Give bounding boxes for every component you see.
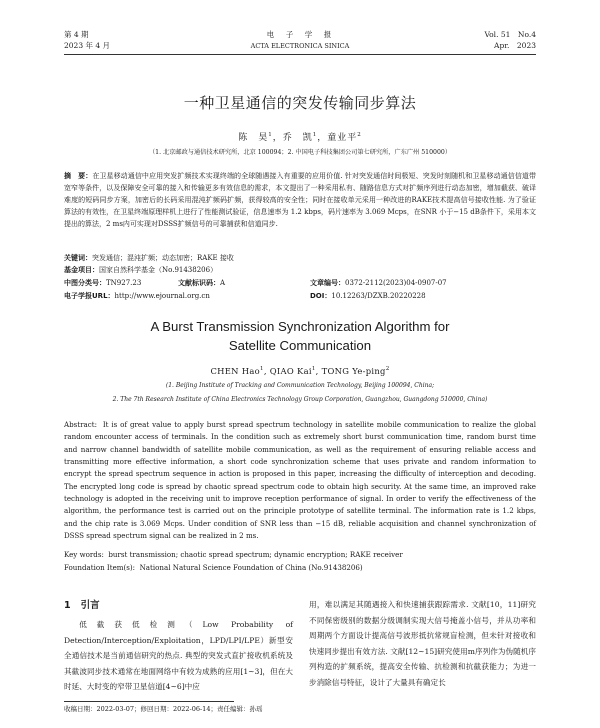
body-column-right: 用，难以满足其随遇接入和快速捕获跟踪需求. 文献[10，11]研究不同保密级别的数据分级调制实现大信号掩盖小信号，并从功率和周期两个方面设计提高信号波形抵抗常规盲检测，但未针对接收和快速同步提出有效方法. 文献[12~15]研究使用m序列作为伪随机序列构造的扩频系统，提高安全传输、抗检测和抗截获能力；为进一步消除信号特征，设计了大量具有确定长 xyxy=(309,600,536,687)
doi-label: DOI： xyxy=(310,292,332,300)
keywords-label-cn: 关键词： xyxy=(64,254,92,262)
keywords-cn xyxy=(64,252,234,264)
title-en-line: Satellite Communication xyxy=(228,337,372,353)
body-column-left: 低截获低检测（Low Probability of Detection/Interception/Exploitation，LPD/LPI/LPE）新型安全通信技术是当前通信研究的热点. 典型的突发式直扩接收机系统及其截波同步技术通常在地面网络中有较为成熟的应用[1~3]，但在大时延、大时变的窄带卫星信道[4~6]中应 xyxy=(64,620,293,691)
footnote-rule xyxy=(64,701,234,702)
affiliation-en: (1. Beijing Institute of Tracking and Communication Technology, Beijing 100094, China; xyxy=(165,382,435,389)
fund-label-cn: 基金项目： xyxy=(64,266,99,274)
abstract-label-cn: 摘 要： xyxy=(64,172,93,180)
abstract-text-cn: 在卫星移动通信中应用突发扩频技术实现终端的全球随遇接入有重要的应用价值. 针对突发通信时间极短、突发时刻随机和卫星移动通信信道带宽窄等条件，以及保障安全可靠的接入和传输更多有效信息的需求，本文提出了一种采用私有、随路信息方式对扩频序列进行动态加密，增加截获、破译难度的短码同步方案，加密后的长码采用混沌扩频码扩频，获得较高的安全性；同时在接收单元采用一种改进的RAKE技术提高信号接收性能. 为了验证算法的有效性，在卫星终端原理样机上进行了性能测试验证，信息速率为 1.2 kbps，码片速率为 3.069 Mcps，在SNR 小于−15 dB条件下，采用本文提出的算法，2 ms内可实现对DSSS扩频信号的可靠捕获和信道同步. xyxy=(64,172,537,229)
fund-cn xyxy=(64,264,217,276)
abstract-label-en: Abstract: xyxy=(64,420,97,429)
journal-name-cn: 电 子 学 报 xyxy=(266,30,334,39)
author-affil-mark: 1 xyxy=(268,132,273,138)
title-en-line: A Burst Transmission Synchronization Algorithm for xyxy=(150,319,450,334)
article-no-label: 文章编号： xyxy=(310,279,345,287)
fund-en xyxy=(64,562,363,574)
section-number: 1 xyxy=(64,600,71,611)
author-list-cn: 陈 昊$^1$，乔 凯$^1$，童业平$^2$ xyxy=(238,132,362,143)
doi-link[interactable]: 10.12263/DZXB.20220228 xyxy=(331,292,426,300)
journal-url-link[interactable]: http://www.ejournal.org.cn xyxy=(114,292,210,300)
classification-row xyxy=(64,277,536,289)
issue-number: 第 4 期 xyxy=(64,30,89,39)
clc-label: 中图分类号： xyxy=(64,279,106,287)
abstract-text-en: It is of great value to apply burst spread spectrum technology in satellite mobile communication to realize the global random encounter access of terminals. In the condition such as extremely short burst communication time, random burst time and narrow channel bandwidth of satellite mobile communication, as well as the requirement of ensuring reliable access and transmitting more effective information, a short code synchronization scheme that uses private and random information to encrypt the spread spectrum sequence in action is proposed in this paper, increasing the difficulty of interception and decoding. The encrypted long code is spread by chaotic spread spectrum code to obtain high security. At the same time, an improved rake technology is adopted in the receiving unit to improve reception performance of signal. In order to verify the effectiveness of the algorithm, the performance test is carried out on the principle prototype of satellite terminal. The information rate is 1.2 kbps, and the chip rate is 3.069 Mcps. Under condition of SNR less than −15 dB, reliable acquisition and channel synchronization of DSSS spread spectrum signal can be realized in 2 ms. xyxy=(64,420,536,541)
journal-name-en: ACTA ELECTRONICA SINICA xyxy=(250,42,350,50)
issue-date-cn: 2023 年 4 月 xyxy=(64,41,111,50)
author-name: 陈 昊 xyxy=(238,133,269,143)
author-affil-mark: 1 xyxy=(312,132,318,138)
fund-label-en: Foundation Item(s): xyxy=(64,563,136,572)
affiliation-cn: （1. 北京邮政与通信技术研究所，北京 100094；2. 中国电子科技集团公司第七研究所，广东广州 510000） xyxy=(148,149,452,156)
fund-text-en: National Natural Science Foundation of China (No.91438206) xyxy=(139,563,363,572)
author-name: 童业平 xyxy=(327,133,358,143)
keywords-en xyxy=(64,549,403,561)
author-name: QIAO Kai xyxy=(269,366,312,376)
article-no-value: 0372-2112(2023)04-0907-07 xyxy=(345,279,447,287)
volume-info: Vol. 51 No.4 xyxy=(484,30,536,39)
affiliation-en: 2. The 7th Research Institute of China Electronics Technology Group Corporation, Guangzhou, Guangdong 510000, China) xyxy=(112,396,488,403)
author-affil-mark: 1 xyxy=(260,366,264,373)
url-label: 电子学报URL： xyxy=(64,292,115,300)
author-affil-mark: 2 xyxy=(357,132,362,138)
page-title-cn: 一种卫星通信的突发传输同步算法 xyxy=(183,94,417,112)
author-list-en: CHEN Hao$^1$, QIAO Kai$^1$, TONG Ye-ping$^2$ xyxy=(210,366,390,376)
section-title: 引言 xyxy=(80,600,100,611)
section-heading xyxy=(64,597,100,611)
keywords-label-en: Key words: xyxy=(64,550,104,559)
author-name: 乔 凯 xyxy=(282,133,313,143)
author-affil-mark: 2 xyxy=(385,366,390,373)
doc-code-label: 文献标识码： xyxy=(178,279,220,287)
url-doi-row xyxy=(64,290,536,302)
header-rule xyxy=(64,54,536,55)
clc-value: TN927.23 xyxy=(106,279,142,287)
keywords-text-en: burst transmission; chaotic spread spectrum; dynamic encryption; RAKE receiver xyxy=(108,550,403,559)
fund-text-cn: 国家自然科学基金（No.91438206） xyxy=(99,266,218,274)
received-date-footnote: 收稿日期：2022-03-07；修回日期：2022-06-14；责任编辑：孙瑶 xyxy=(64,705,263,713)
author-name: TONG Ye-ping xyxy=(321,366,386,376)
doc-code-value: A xyxy=(220,279,226,287)
issue-date-en: Apr. 2023 xyxy=(494,41,536,50)
abstract-cn xyxy=(64,170,536,230)
author-affil-mark: 1 xyxy=(311,366,316,373)
abstract-en xyxy=(64,419,536,542)
page-title-en xyxy=(0,318,600,355)
author-name: CHEN Hao xyxy=(210,366,261,376)
keywords-text-cn: 突发通信；混沌扩频；动态加密；RAKE 接收 xyxy=(92,254,234,262)
